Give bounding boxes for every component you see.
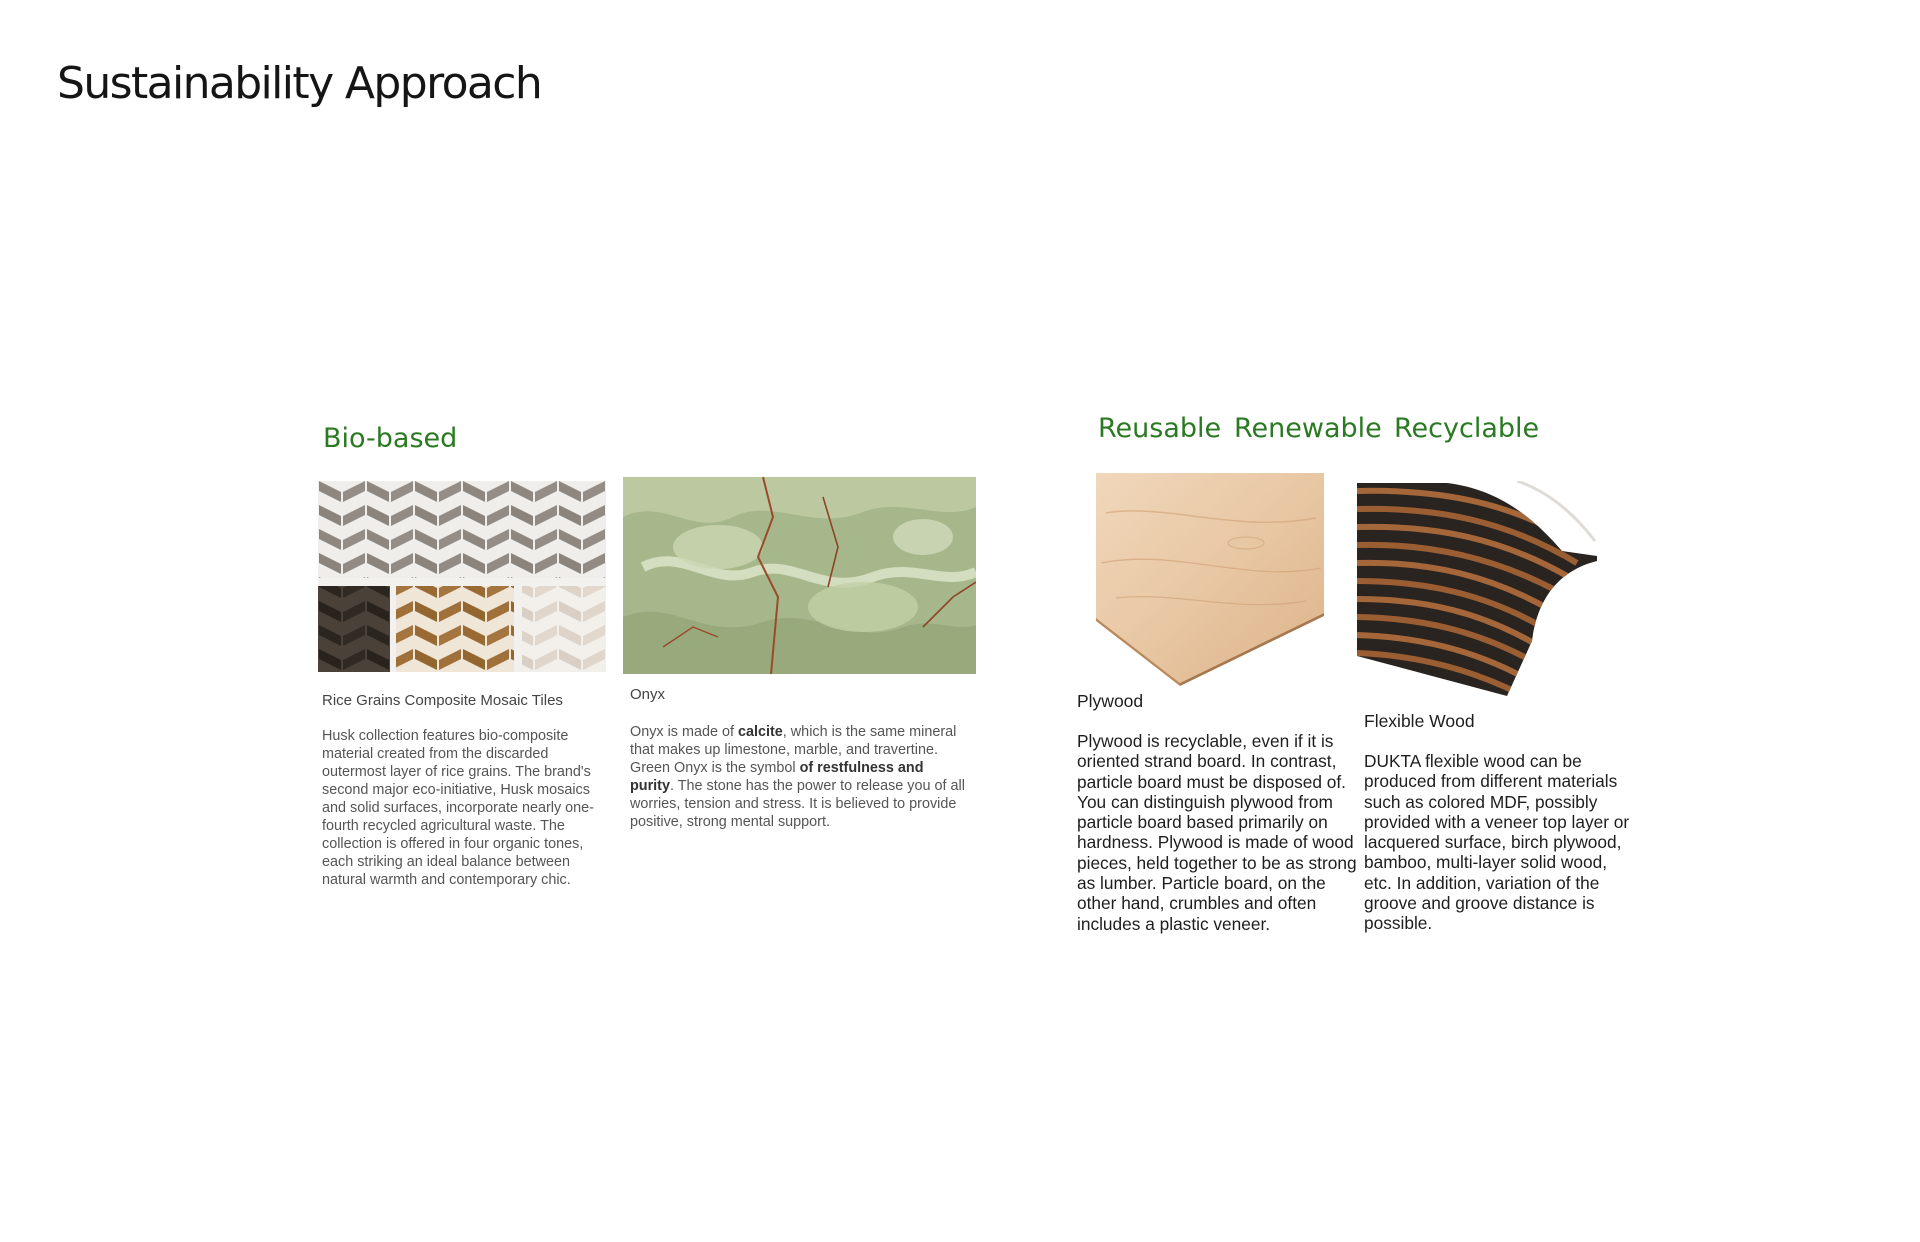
rice-grain-mosaic-tiles-photo — [318, 481, 606, 672]
onyx-description: Onyx is made of calcite, which is the same mineral that makes up limestone, marble, and travertine. Green Onyx is the symbol of restfulness and purity. The stone has the power to release you of all worries, tension and stress. It is believed to provide positive, strong mental support. — [630, 724, 965, 830]
plywood-caption: Plywood — [1077, 691, 1144, 711]
rice-tiles-caption: Rice Grains Composite Mosaic Tiles — [322, 692, 563, 709]
bio-based-heading: Bio-based — [323, 423, 458, 454]
reusable-heading: Reusable — [1098, 413, 1222, 444]
onyx-caption: Onyx — [630, 686, 666, 703]
renewable-heading: Renewable — [1234, 413, 1382, 444]
flexible-wood-panel-photo — [1357, 481, 1597, 696]
flexible-wood-caption: Flexible Wood — [1364, 711, 1475, 731]
green-onyx-stone-photo — [623, 477, 976, 674]
recyclable-heading: Recyclable — [1394, 413, 1540, 444]
page-title: Sustainability Approach — [57, 58, 542, 109]
flexible-wood-description: DUKTA flexible wood can be produced from different materials such as colored MDF, possibly provided with a veneer top layer or lacquered surface, birch plywood, bamboo, multi-layer solid wood, etc. In addition, variation of the groove and groove distance is possible. — [1364, 751, 1630, 934]
plywood-description: Plywood is recyclable, even if it is oriented strand board. In contrast, particle board must be disposed of. You can distinguish plywood from particle board based primarily on hardness. Plywood is made of wood pieces, held together to be as strong as lumber. Particle board, on the other hand, crumbles and often includes a plastic veneer. — [1077, 731, 1357, 934]
plywood-sheet-photo — [1096, 473, 1324, 686]
rice-tiles-description: Husk collection features bio-composite material created from the discarded outermost layer of rice grains. The brand's second major eco-initiative, Husk mosaics and solid surfaces, incorporate nearly one-fourth recycled agricultural waste. The collection is offered in four organic tones, each striking an ideal balance between natural warmth and contemporary chic. — [322, 728, 594, 888]
